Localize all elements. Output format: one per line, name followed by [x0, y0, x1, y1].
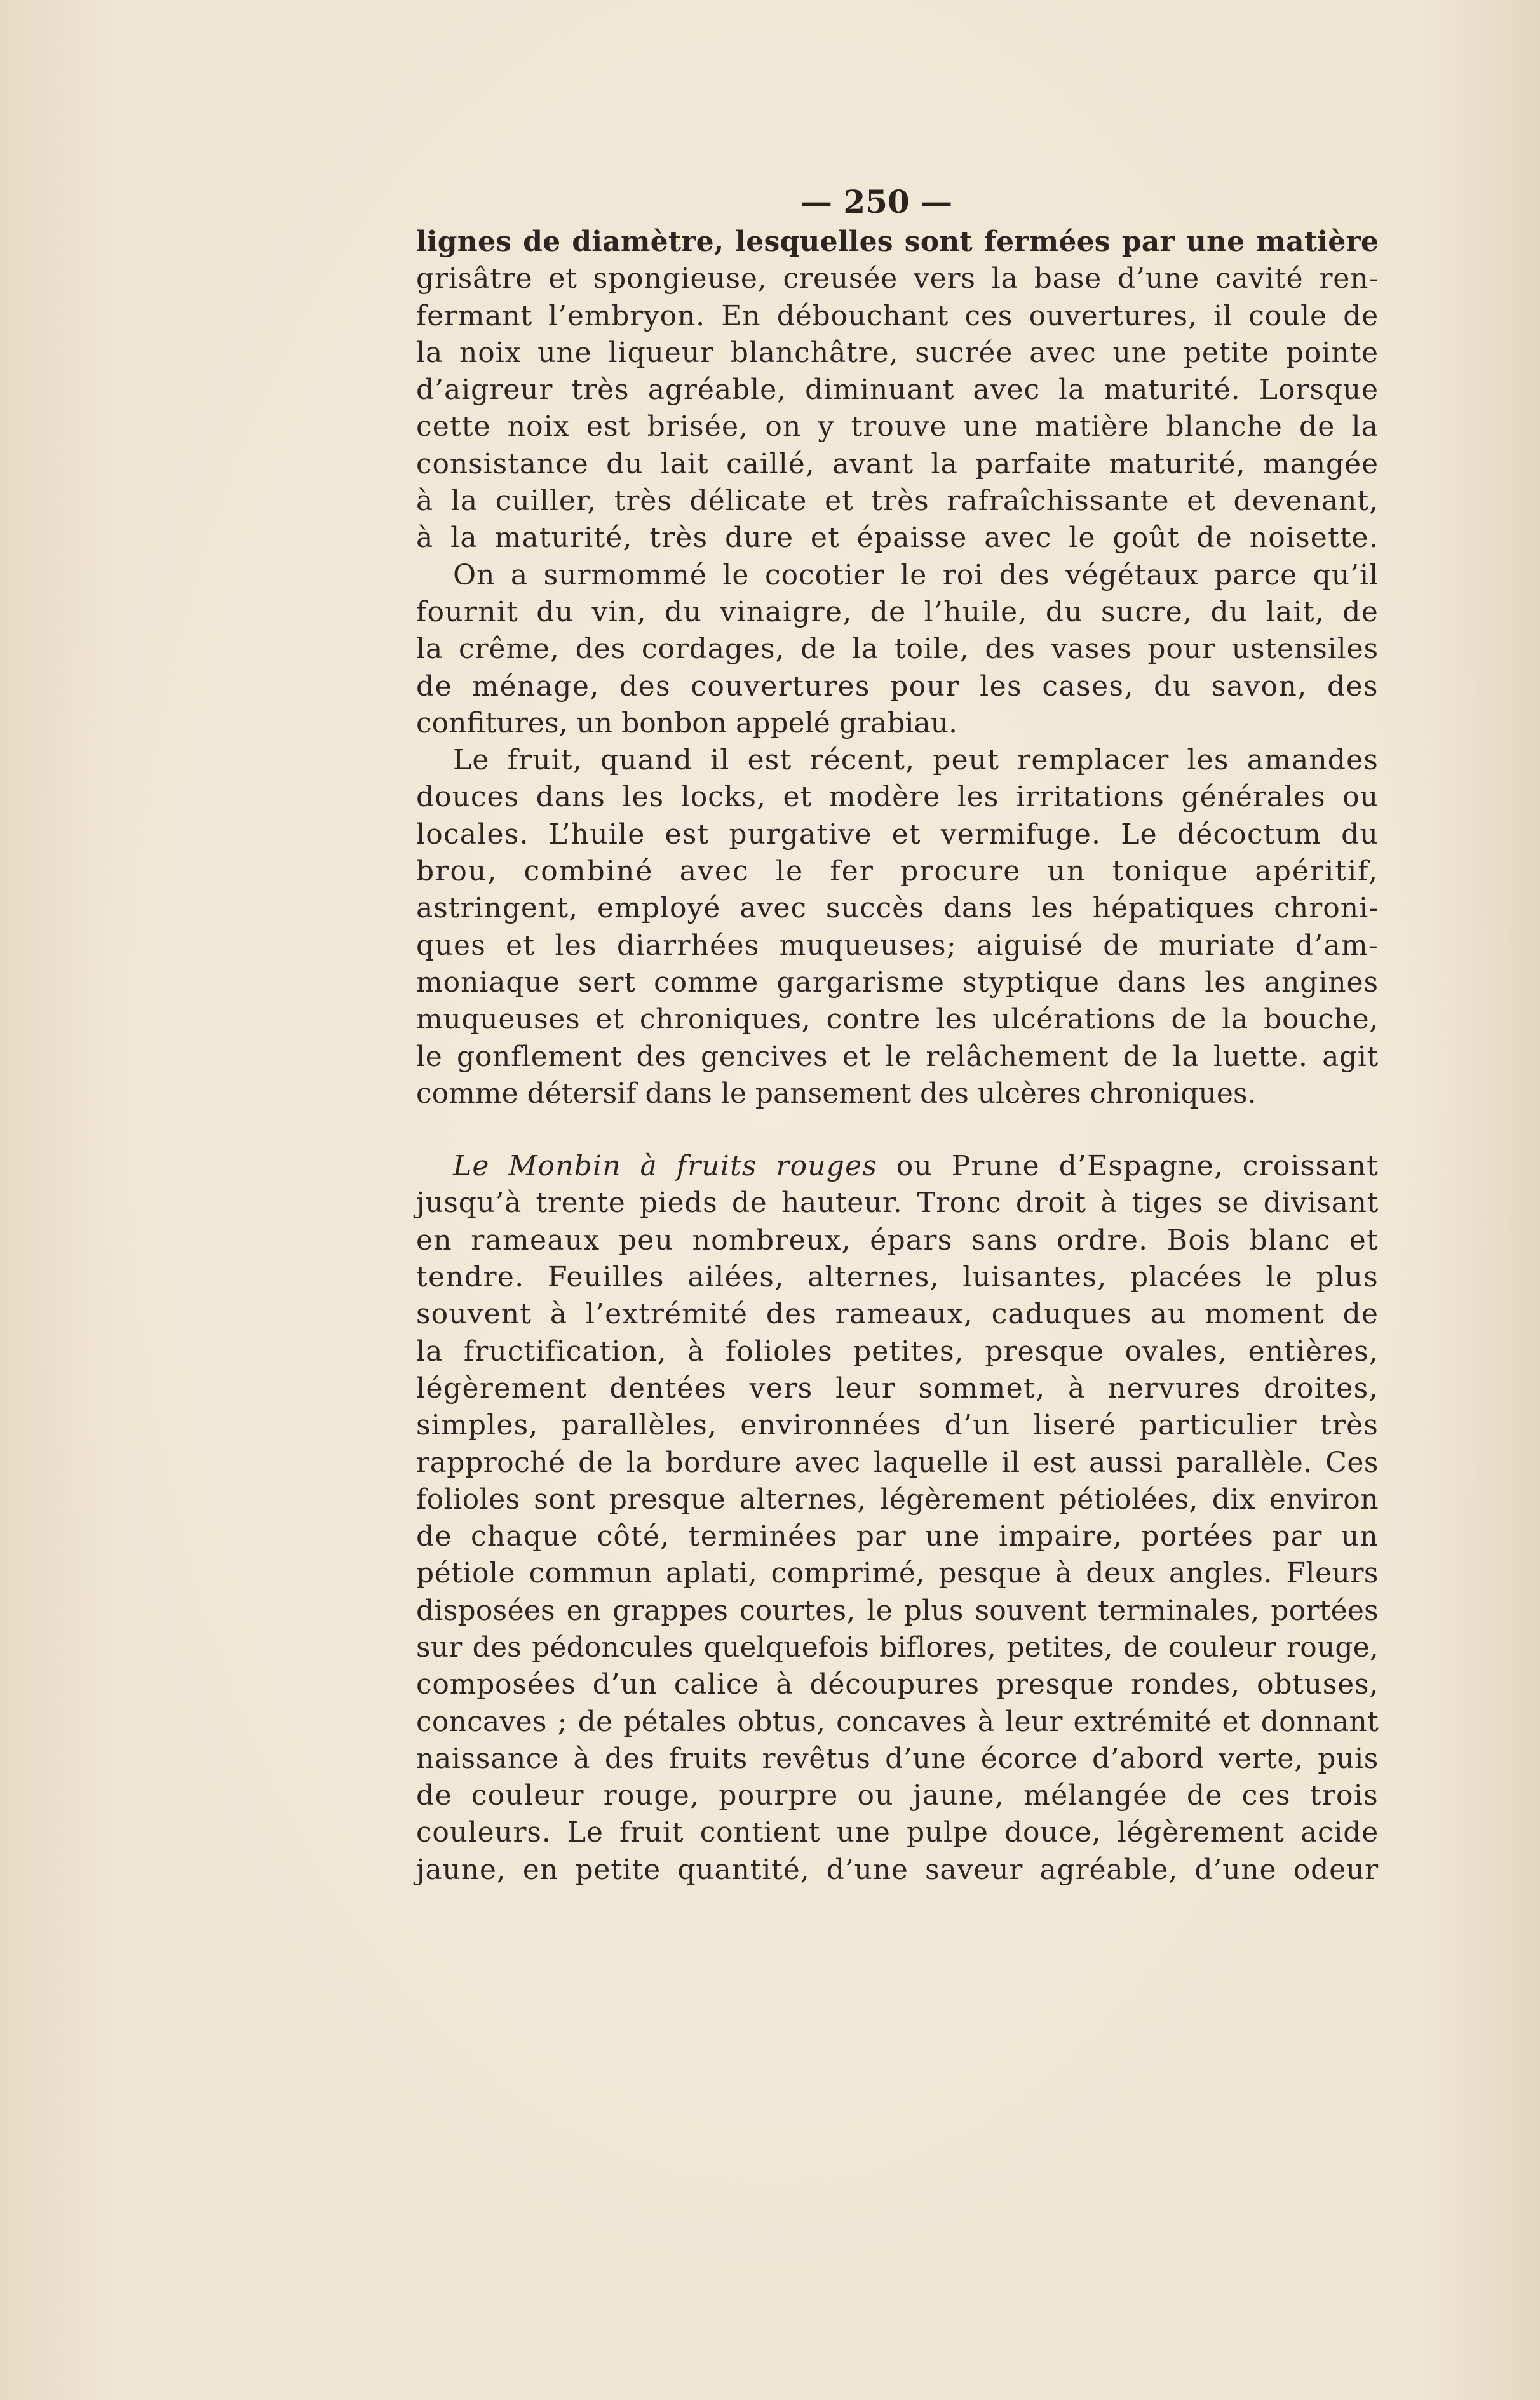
text-line: naissance à des fruits revêtus d’une écorce d’abord verte, puis — [416, 1742, 1379, 1775]
text-line: jusqu’à trente pieds de hauteur. Tronc droit à tiges se divisant — [416, 1187, 1379, 1220]
text-line: moniaque sert comme gargarisme styptique dans les angines — [416, 966, 1379, 999]
text-line: à la maturité, très dure et épaisse avec le goût de noisette. — [416, 522, 1379, 555]
text-line: fermant l’embryon. En débouchant ces ouvertures, il coule de — [416, 299, 1379, 332]
body-text — [416, 224, 1379, 1889]
text-line: le gonflement des gencives et le relâchement de la luette. agit — [416, 1040, 1379, 1073]
paragraph-spacer — [416, 1112, 1379, 1148]
text-line: folioles sont presque alternes, légèrement pétiolées, dix environ — [416, 1483, 1379, 1516]
text-line: souvent à l’extrémité des rameaux, caduques au moment de — [416, 1298, 1379, 1331]
text-line: comme détersif dans le pansement des ulcères chroniques. — [416, 1077, 1257, 1110]
text-line: astringent, employé avec succès dans les hépatiques chroni- — [416, 892, 1379, 925]
text-line — [416, 1148, 1379, 1185]
text-line: la crême, des cordages, de la toile, des vases pour ustensiles — [416, 633, 1379, 666]
paragraph — [416, 742, 1379, 1112]
text-line: la fructification, à folioles petites, presque ovales, entières, — [416, 1335, 1379, 1368]
text-line: locales. L’huile est purgative et vermifuge. Le décoctum du — [416, 818, 1379, 851]
text-line: à la cuiller, très délicate et très rafraîchissante et devenant, — [416, 485, 1379, 518]
text-line: Le fruit, quand il est récent, peut remplacer les amandes — [453, 744, 1379, 777]
text-line: brou, combiné avec le fer procure un tonique apéritif, — [416, 855, 1379, 888]
text-line: cette noix est brisée, on y trouve une matière blanche de la — [416, 410, 1379, 443]
text-line: tendre. Feuilles ailées, alternes, luisantes, placées le plus — [416, 1261, 1379, 1294]
paragraph — [416, 1148, 1379, 1889]
text-line: disposées en grappes courtes, le plus souvent terminales, portées — [416, 1594, 1379, 1627]
text-line: simples, parallèles, environnées d’un liseré particulier très — [416, 1409, 1379, 1442]
text-line: pétiole commun aplati, comprimé, pesque à deux angles. Fleurs — [416, 1557, 1379, 1590]
text-line: On a surmommé le cocotier le roi des végétaux parce qu’il — [453, 558, 1379, 591]
paragraph — [416, 224, 1379, 557]
species-common-name: ou Prune d’Espagne, croissant — [877, 1150, 1379, 1183]
text-line: d’aigreur très agréable, diminuant avec la maturité. Lorsque — [416, 374, 1379, 407]
text-line: confitures, un bonbon appelé grabiau. — [416, 706, 958, 739]
text-line: ques et les diarrhées muqueuses; aiguisé de muriate d’am- — [416, 929, 1379, 962]
page-number: — 250 — — [800, 183, 953, 220]
text-line: muqueuses et chroniques, contre les ulcérations de la bouche, — [416, 1003, 1379, 1036]
text-line: en rameaux peu nombreux, épars sans ordre. Bois blanc et — [416, 1224, 1379, 1257]
text-line: composées d’un calice à découpures presque rondes, obtuses, — [416, 1668, 1379, 1701]
text-line: lignes de diamètre, lesquelles sont fermées par une matière — [416, 226, 1379, 258]
text-line: fournit du vin, du vinaigre, de l’huile, du sucre, du lait, de — [416, 595, 1379, 628]
text-line: la noix une liqueur blanchâtre, sucrée avec une petite pointe — [416, 336, 1379, 369]
text-line: sur des pédoncules quelquefois biflores, petites, de couleur rouge, — [416, 1631, 1379, 1664]
text-line: couleurs. Le fruit contient une pulpe douce, légèrement acide — [416, 1816, 1379, 1849]
text-line: légèrement dentées vers leur sommet, à nervures droites, — [416, 1372, 1379, 1405]
text-line: de couleur rouge, pourpre ou jaune, mélangée de ces trois — [416, 1779, 1379, 1812]
text-line: de chaque côté, terminées par une impaire, portées par un — [416, 1520, 1379, 1553]
text-line: grisâtre et spongieuse, creusée vers la base d’une cavité ren- — [416, 262, 1379, 295]
text-line: jaune, en petite quantité, d’une saveur agréable, d’une odeur — [416, 1853, 1379, 1886]
text-line: rapproché de la bordure avec laquelle il est aussi parallèle. Ces — [416, 1446, 1379, 1479]
text-line: douces dans les locks, et modère les irritations générales ou — [416, 781, 1379, 814]
text-line: de ménage, des couvertures pour les cases, du savon, des — [416, 670, 1379, 703]
paragraph — [416, 557, 1379, 742]
text-line: consistance du lait caillé, avant la parfaite maturité, mangée — [416, 447, 1379, 480]
species-name: Le Monbin à fruits rouges — [453, 1150, 878, 1183]
text-line: concaves ; de pétales obtus, concaves à leur extrémité et donnant — [416, 1705, 1379, 1738]
